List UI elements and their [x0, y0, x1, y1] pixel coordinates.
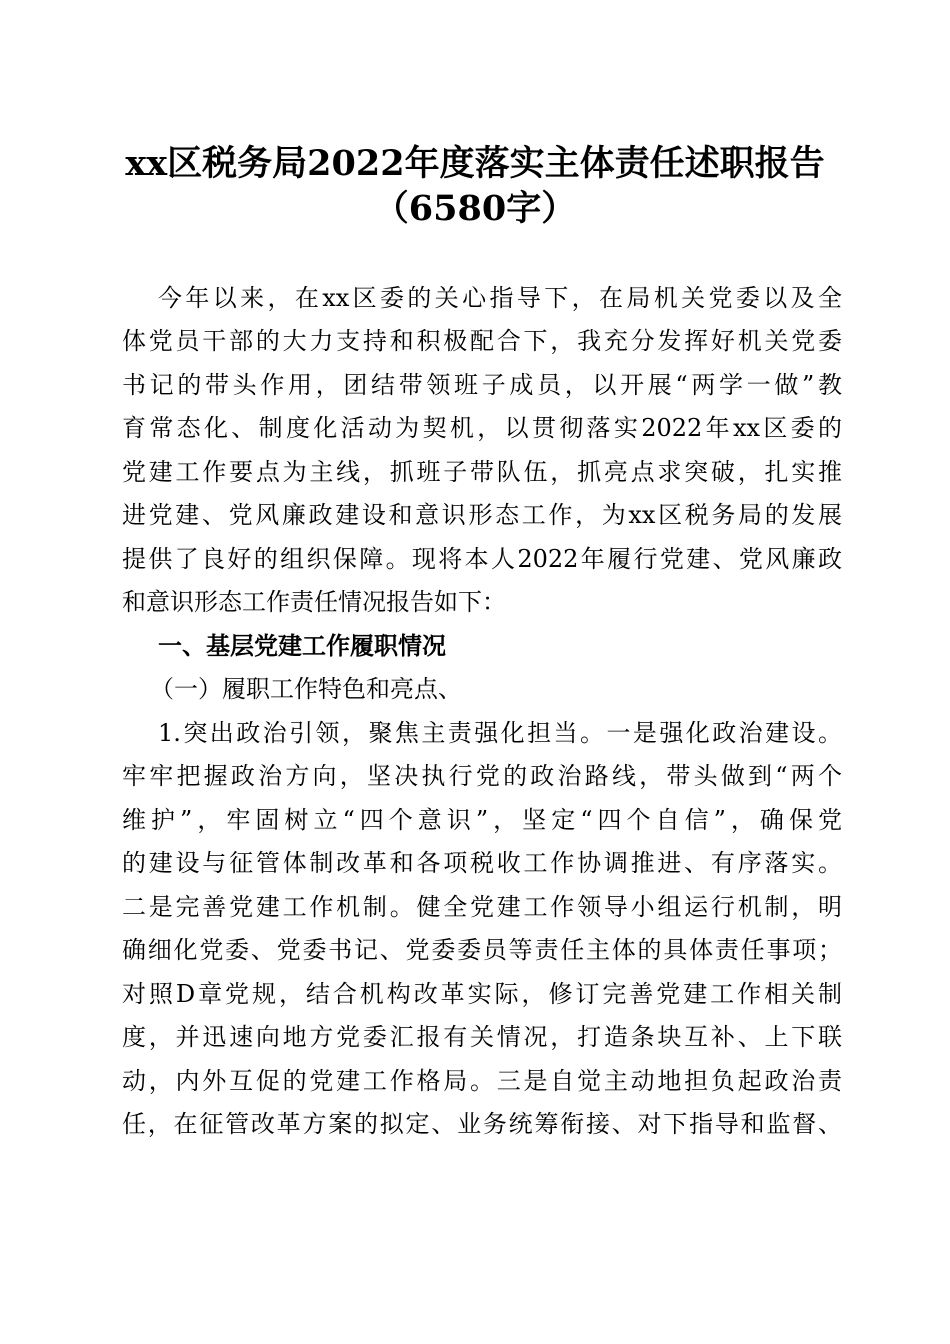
paragraph-2-line: 牢牢把握政治方向，坚决执行党的政治路线，带头做到“两个	[122, 762, 842, 790]
paragraph-2-line: 动，内外互促的党建工作格局。三是自觉主动地担负起政治责	[122, 1067, 842, 1095]
paragraph-1-line: 体党员干部的大力支持和积极配合下，我充分发挥好机关党委	[122, 327, 842, 355]
document-title: xx区税务局2022年度落实主体责任述职报告	[125, 143, 825, 184]
paragraph-1-line: 党建工作要点为主线，抓班子带队伍，抓亮点求突破，扎实推	[122, 458, 842, 486]
paragraph-2-line: 确细化党委、党委书记、党委委员等责任主体的具体责任事项；	[122, 936, 842, 964]
paragraph-2-line: 1.突出政治引领，聚焦主责强化担当。一是强化政治建设。	[158, 719, 842, 747]
paragraph-1-line: 和意识形态工作责任情况报告如下：	[122, 588, 506, 616]
paragraph-2-line: 维护”，牢固树立“四个意识”，坚定“四个自信”，确保党	[122, 806, 842, 834]
paragraph-1-line: 今年以来，在xx区委的关心指导下，在局机关党委以及全	[158, 284, 842, 312]
paragraph-2-line: 任，在征管改革方案的拟定、业务统筹衔接、对下指导和监督、	[122, 1110, 842, 1138]
paragraph-2-line: 的建设与征管体制改革和各项税收工作协调推进、有序落实。	[122, 849, 842, 877]
section-heading-1: 一、基层党建工作履职情况	[158, 632, 446, 660]
paragraph-2-line: 度，并迅速向地方党委汇报有关情况，打造条块互补、上下联	[122, 1023, 842, 1051]
paragraph-1-line: 进党建、党风廉政建设和意识形态工作，为xx区税务局的发展	[122, 501, 842, 529]
paragraph-1-line: 提供了良好的组织保障。现将本人2022年履行党建、党风廉政	[122, 545, 842, 573]
paragraph-1-line: 书记的带头作用，团结带领班子成员，以开展“两学一做”教	[122, 371, 842, 399]
paragraph-2-line: 对照D章党规，结合机构改革实际，修订完善党建工作相关制	[122, 980, 842, 1008]
paragraph-2-line: 二是完善党建工作机制。健全党建工作领导小组运行机制，明	[122, 893, 842, 921]
document-subtitle-word-count: （6580字）	[373, 188, 577, 229]
paragraph-1-line: 育常态化、制度化活动为契机，以贯彻落实2022年xx区委的	[122, 414, 842, 442]
subsection-heading-1: （一）履职工作特色和亮点、	[150, 675, 462, 703]
